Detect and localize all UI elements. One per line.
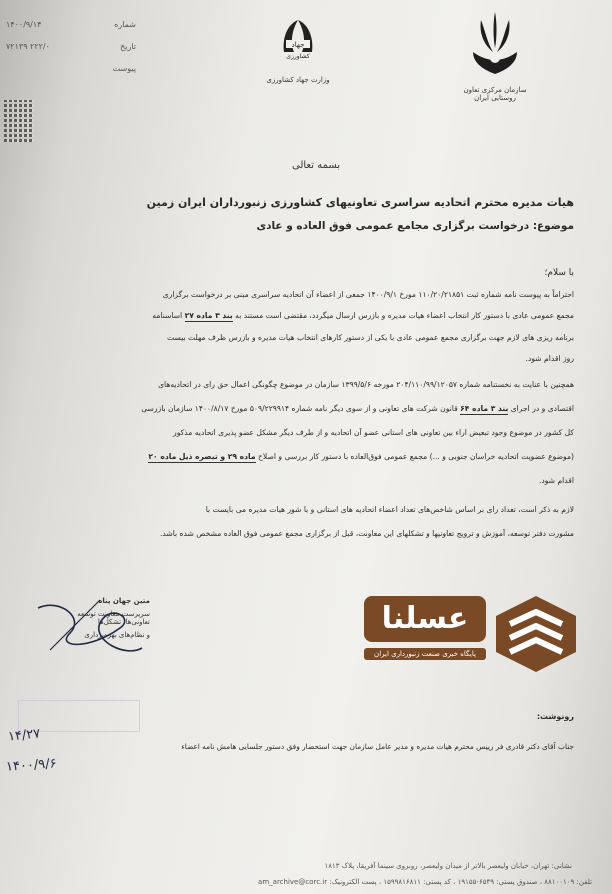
letter-meta [6, 20, 136, 86]
greeting: با سلام؛ [544, 268, 574, 278]
basmala: بسمه تعالی [292, 160, 341, 171]
paragraph3-line1: لازم به ذکر است، تعداد رای بر اساس شاخص‌های تعداد اعضاء اتحادیه های استانی و با شور هیات مدیره می بایست با [205, 505, 574, 514]
watermark [362, 590, 580, 680]
paragraph1-line3: برنامه ریزی های لازم جهت برگزاری مجمع عمومی عادی با یکی از دستور کارهای انتخاب هیات مدیره و بازرس ظرف مهلت بیست [166, 333, 574, 342]
subject-text: درخواست برگزاری مجامع عمومی فوق العاده و عادی [256, 220, 530, 232]
p2-clause-ref: بند ۳ ماده ۶۴ [460, 404, 509, 413]
paragraph2-line3: کل کشور در موضوع وجود تبعیض اراء بین تعاونی های استانی عضو آن اتحادیه و از طرف دیگر مشکل عضو پذیری اتحادیه مذکور [173, 428, 574, 437]
p2-article-ref: ماده ۲۹ و تبصره ذیل ماده ۲۰ [148, 452, 256, 461]
p1-l2-end: اساسنامه [152, 311, 183, 320]
footer-address: نشانی: تهران، خیابان ولیعصر بالاتر از میدان ولیعصر، روبروی سینما آفریقا، پلاک ۱۸۱۳ [324, 862, 572, 870]
date-label: تاریخ [120, 42, 136, 51]
p2-l2-end: قانون شرکت های تعاونی و از سوی دیگر نامه شماره ۵۰۹/۲۲۹۹۱۴ مورخ ۱۴۰۰/۸/۱۷ سازمان بازرسی [141, 404, 458, 413]
p2-l4-text: (موضوع عضویت اتحادیه خراسان جنوبی و ...) مجمع عمومی فوق‌العاده با دستور کار بررسی و اصلاح [258, 452, 574, 461]
signatory-name: متین جهان پناه [98, 597, 150, 605]
footer-contacts: تلفن: ۸۸۱۰۰۱۰۹ ، صندوق پستی: ۶۵۴۹-۱۹۱۵۵ ، کد پستی: ۱۵۹۹۸۱۶۸۱۱ ، پست الکترونیک: am_archive@corc.ir [258, 878, 592, 886]
subject-label: موضوع: [532, 220, 574, 232]
attachment-label: پیوست [112, 64, 136, 73]
signatory-title-2: و نظام‌های بهره‌برداری [84, 631, 150, 639]
paragraph3-line2: مشورت دفتر توسعه، آموزش و ترویج تعاونیها و تشکلهای این معاونت، قبل از برگزاری مجمع عمومی فوق العاده مشخص شده باشد. [159, 529, 574, 538]
cc-text: جناب آقای دکتر قادری فر رییس محترم هیات مدیره و مدیر عامل سازمان جهت استحضار وفق دستور جلسایی هامش نامه اعضاء [181, 742, 574, 751]
ministry-name: وزارت جهاد کشاورزی [266, 76, 330, 84]
cc-label: رونوشت: [536, 712, 574, 721]
organization-emblem-icon [459, 8, 531, 82]
letter-footer [0, 860, 612, 894]
handwritten-date: ۱۴۰۰/۹/۶ [5, 756, 58, 775]
organization-logo [455, 8, 535, 110]
handwritten-number: ۱۴/۲۷ [7, 726, 42, 745]
hive-logo-icon [492, 594, 580, 674]
number-label: شماره [114, 20, 136, 29]
watermark-subtitle: پایگاه خبری صنعت زنبورداری ایران [364, 648, 486, 660]
recipient: هیات مدیره محترم اتحادیه سراسری تعاونیهای کشاورزی زنبورداران ایران زمین [146, 196, 574, 209]
subject-line [256, 220, 574, 232]
ministry-logo [258, 12, 338, 94]
ministry-emblem-icon [268, 12, 328, 72]
paragraph1-line4: روز اقدام شود. [525, 354, 574, 363]
paragraph2-line4 [148, 452, 574, 461]
date-value: ۲۲۲/۰ ۷۲۱۳۹ [6, 42, 50, 51]
p1-l2-text: مجمع عمومی عادی با دستور کار انتخاب اعضاء هیات مدیره و بازرس ارسال میگردد، مقتضی است مستند به [235, 311, 574, 320]
qr-code-icon [4, 100, 34, 142]
paragraph1-line2 [152, 311, 574, 320]
signature-scribble [30, 588, 150, 666]
signatory-title-1: سرپرست معاونت توسعه تعاونی‌ها، تشکل‌ها [77, 610, 150, 626]
paragraph2-line1: همچنین با عنایت به نخستنامه شماره ۲۰۴/۱۱۰/۹۹/۱۲۰۵۷ مورخه ۱۳۹۹/۵/۶ سازمان در موضوع چگونگی اعمال حق رای در اتحادیه‌های [158, 380, 574, 389]
number-value: ۱۴۰۰/۹/۱۴ [6, 20, 42, 29]
organization-name: سازمان مرکزی تعاون روستایی ایران [463, 86, 527, 102]
paragraph2-line2 [141, 404, 574, 413]
watermark-title: عسلنا [364, 596, 486, 642]
paragraph2-line5: اقدام شود. [538, 476, 574, 485]
p2-l2-text: اقتصادی و در اجرای [510, 404, 574, 413]
paragraph1-line1: احتراماً به پیوست نامه شماره ثبت ۱۱۰/۲۰/۲۱۸۵۱ مورخ ۱۴۰۰/۹/۱ جمعی از اعضاء آن اتحادیه سراسری مبنی بر درخواست برگزاری [162, 290, 574, 299]
svg-text:جهاد: جهاد [291, 41, 305, 49]
p1-clause-ref: بند ۳ ماده ۲۷ [184, 311, 233, 320]
svg-text:کشاورزی: کشاورزی [286, 53, 310, 60]
